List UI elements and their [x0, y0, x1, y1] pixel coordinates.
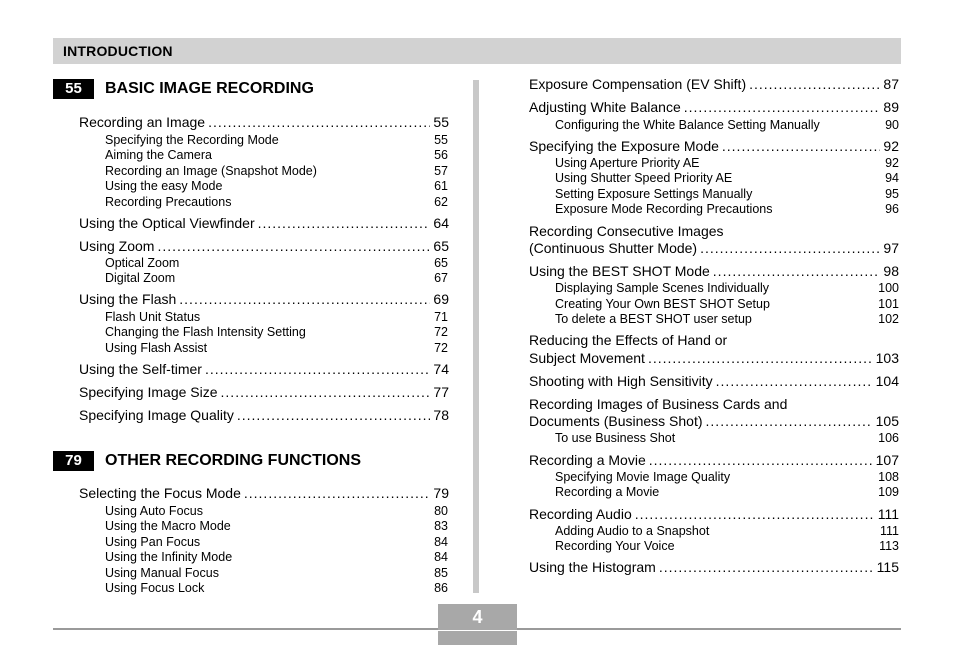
- toc-label: Recording an Image: [79, 114, 206, 130]
- toc-entry[interactable]: [529, 76, 899, 94]
- toc-label: Using the Flash: [79, 291, 177, 307]
- toc-page: 113: [879, 539, 899, 553]
- toc-page: 105: [875, 413, 899, 429]
- toc-subentry[interactable]: [105, 164, 448, 179]
- toc-label: Aiming the Camera: [105, 148, 212, 162]
- toc-subentry[interactable]: [105, 148, 448, 163]
- toc-label: Recording Precautions: [105, 195, 232, 209]
- toc-subentry[interactable]: [105, 195, 448, 210]
- toc-subentry[interactable]: [555, 431, 899, 446]
- toc-page: 55: [434, 133, 448, 147]
- toc-label: Setting Exposure Settings Manually: [555, 187, 753, 201]
- toc-label: Using Shutter Speed Priority AE: [555, 171, 733, 185]
- leader-dots: [157, 238, 430, 254]
- toc-page: 87: [883, 76, 899, 92]
- toc-page: 107: [875, 452, 899, 468]
- toc-page: 74: [433, 361, 449, 377]
- toc-page: 65: [433, 238, 449, 254]
- toc-label: Subject Movement: [529, 350, 645, 366]
- toc-subentry[interactable]: [555, 202, 899, 217]
- toc-label: Documents (Business Shot): [529, 413, 703, 429]
- toc-entry[interactable]: [529, 373, 899, 391]
- toc-page: 64: [433, 215, 449, 231]
- leader-dots: [208, 114, 430, 130]
- toc-page: 109: [878, 485, 899, 499]
- leader-dots: [684, 99, 881, 115]
- toc-page: 101: [878, 297, 899, 311]
- leader-dots: [244, 485, 431, 501]
- leader-dots: [221, 384, 431, 400]
- leader-dots: [635, 506, 875, 522]
- toc-subentry[interactable]: [555, 297, 899, 312]
- toc-label: Configuring the White Balance Setting Manually: [555, 118, 820, 132]
- leader-dots: [205, 361, 430, 377]
- toc-page: 106: [878, 431, 899, 445]
- toc-page: 84: [434, 550, 448, 564]
- toc-label: Digital Zoom: [105, 271, 176, 285]
- toc-subentry[interactable]: [105, 504, 448, 519]
- toc-label: Specifying Image Quality: [79, 407, 234, 423]
- leader-dots: [713, 263, 881, 279]
- toc-page: 111: [879, 524, 899, 538]
- toc-page: 111: [877, 506, 899, 522]
- toc-label: Specifying the Recording Mode: [105, 133, 279, 147]
- toc-page: 97: [883, 240, 899, 256]
- leader-dots: [706, 413, 873, 429]
- toc-entry[interactable]: [79, 114, 449, 132]
- toc-entry[interactable]: [79, 407, 449, 425]
- toc-page: 100: [878, 281, 899, 295]
- toc-page: 72: [434, 325, 448, 339]
- toc-page: 92: [883, 138, 899, 154]
- section-number: 55: [53, 79, 94, 99]
- toc-entry[interactable]: [79, 238, 449, 256]
- toc-entry[interactable]: [529, 240, 899, 258]
- toc-page: 78: [433, 407, 449, 423]
- toc-label: Using the Macro Mode: [105, 519, 231, 533]
- toc-label: Using Manual Focus: [105, 566, 219, 580]
- toc-page: 72: [434, 341, 448, 355]
- toc-subentry[interactable]: [105, 310, 448, 325]
- toc-label: Exposure Compensation (EV Shift): [529, 76, 747, 92]
- toc-label-line: Recording Consecutive Images: [529, 223, 724, 239]
- toc-page: 79: [433, 485, 449, 501]
- column-divider: [473, 80, 479, 593]
- toc-subentry[interactable]: [555, 281, 899, 296]
- toc-label: Recording Audio: [529, 506, 632, 522]
- toc-page: 57: [434, 164, 448, 178]
- toc-page: 98: [883, 263, 899, 279]
- toc-page: 108: [878, 470, 899, 484]
- toc-label: Using Aperture Priority AE: [555, 156, 700, 170]
- toc-label: Using Focus Lock: [105, 581, 205, 595]
- toc-label: Using the BEST SHOT Mode: [529, 263, 710, 279]
- toc-label: Using Pan Focus: [105, 535, 201, 549]
- toc-subentry[interactable]: [105, 179, 448, 194]
- toc-page: 61: [434, 179, 448, 193]
- toc-subentry[interactable]: [555, 485, 899, 500]
- leader-dots: [179, 291, 430, 307]
- toc-entry[interactable]: [529, 138, 899, 156]
- toc-page: 92: [885, 156, 899, 170]
- toc-page: 90: [885, 118, 899, 132]
- toc-subentry[interactable]: [105, 256, 448, 271]
- toc-entry[interactable]: [79, 361, 449, 379]
- toc-label: Using the Histogram: [529, 559, 656, 575]
- toc-label: Changing the Flash Intensity Setting: [105, 325, 306, 339]
- toc-entry[interactable]: [79, 485, 449, 503]
- toc-label: Specifying Image Size: [79, 384, 218, 400]
- toc-label-line: Recording Images of Business Cards and: [529, 396, 788, 412]
- toc-page: 56: [434, 148, 448, 162]
- toc-label: To delete a BEST SHOT user setup: [555, 312, 752, 326]
- toc-label: Using the Optical Viewfinder: [79, 215, 255, 231]
- toc-subentry[interactable]: [105, 133, 448, 148]
- toc-subentry[interactable]: [555, 524, 899, 539]
- toc-entry[interactable]: [529, 263, 899, 281]
- toc-page: 69: [433, 291, 449, 307]
- toc-page: 104: [875, 373, 899, 389]
- toc-entry[interactable]: [529, 559, 899, 577]
- toc-label: Adjusting White Balance: [529, 99, 681, 115]
- toc-page: 84: [434, 535, 448, 549]
- header-bar: [53, 38, 901, 64]
- toc-entry[interactable]: [79, 215, 449, 233]
- toc-subentry[interactable]: [555, 118, 899, 133]
- leader-dots: [237, 407, 431, 423]
- leader-dots: [749, 76, 880, 92]
- toc-page: 62: [434, 195, 448, 209]
- page-number-tab: [438, 631, 517, 645]
- toc-subentry[interactable]: [555, 539, 899, 554]
- section-title: OTHER RECORDING FUNCTIONS: [105, 452, 361, 469]
- toc-label: Optical Zoom: [105, 256, 180, 270]
- toc-page: 89: [883, 99, 899, 115]
- toc-page: 71: [434, 310, 448, 324]
- section-heading: [53, 79, 453, 101]
- toc-page: 65: [434, 256, 448, 270]
- toc-entry[interactable]: [529, 350, 899, 368]
- toc-subentry[interactable]: [105, 535, 448, 550]
- toc-label: Exposure Mode Recording Precautions: [555, 202, 773, 216]
- toc-label: Shooting with High Sensitivity: [529, 373, 713, 389]
- toc-subentry[interactable]: [555, 156, 899, 171]
- toc-label: Flash Unit Status: [105, 310, 201, 324]
- toc-page: 86: [434, 581, 448, 595]
- toc-subentry[interactable]: [555, 312, 899, 327]
- toc-subentry[interactable]: [105, 341, 448, 356]
- section-heading: [53, 451, 453, 473]
- leader-dots: [648, 350, 873, 366]
- toc-label: Using Zoom: [79, 238, 155, 254]
- toc-label: (Continuous Shutter Mode): [529, 240, 698, 256]
- toc-entry[interactable]: [79, 384, 449, 402]
- toc-label: Recording an Image (Snapshot Mode): [105, 164, 317, 178]
- toc-label: Using the Infinity Mode: [105, 550, 233, 564]
- toc-subentry[interactable]: [105, 550, 448, 565]
- toc-label: Using the Self-timer: [79, 361, 202, 377]
- toc-page: 94: [885, 171, 899, 185]
- toc-label: To use Business Shot: [555, 431, 676, 445]
- toc-label: Specifying Movie Image Quality: [555, 470, 731, 484]
- toc-page: 85: [434, 566, 448, 580]
- toc-subentry[interactable]: [105, 566, 448, 581]
- toc-page: 115: [876, 559, 899, 575]
- leader-dots: [716, 373, 873, 389]
- page-number: 4: [438, 604, 517, 630]
- header-title: INTRODUCTION: [63, 43, 173, 59]
- toc-label-line: Reducing the Effects of Hand or: [529, 332, 728, 348]
- toc-page: 95: [885, 187, 899, 201]
- toc-label: Recording a Movie: [555, 485, 660, 499]
- toc-subentry[interactable]: [105, 519, 448, 534]
- toc-page: 103: [875, 350, 899, 366]
- toc-page: 102: [878, 312, 899, 326]
- section-title: BASIC IMAGE RECORDING: [105, 80, 314, 97]
- leader-dots: [659, 559, 874, 575]
- toc-subentry[interactable]: [105, 271, 448, 286]
- toc-subentry[interactable]: [105, 325, 448, 340]
- toc-entry[interactable]: [529, 506, 899, 524]
- toc-label: Displaying Sample Scenes Individually: [555, 281, 770, 295]
- toc-page: 67: [434, 271, 448, 285]
- section-number: 79: [53, 451, 94, 471]
- toc-page: 80: [434, 504, 448, 518]
- toc-entry[interactable]: [529, 413, 899, 431]
- toc-label: Selecting the Focus Mode: [79, 485, 241, 501]
- toc-page: 96: [885, 202, 899, 216]
- toc-subentry[interactable]: [105, 581, 448, 596]
- toc-label: Using the easy Mode: [105, 179, 223, 193]
- toc-subentry[interactable]: [555, 187, 899, 202]
- toc-subentry[interactable]: [555, 470, 899, 485]
- leader-dots: [722, 138, 881, 154]
- toc-label: Using Auto Focus: [105, 504, 203, 518]
- leader-dots: [649, 452, 873, 468]
- toc-page: 83: [434, 519, 448, 533]
- leader-dots: [700, 240, 880, 256]
- toc-label: Recording a Movie: [529, 452, 646, 468]
- toc-label: Recording Your Voice: [555, 539, 675, 553]
- toc-label: Adding Audio to a Snapshot: [555, 524, 710, 538]
- leader-dots: [258, 215, 431, 231]
- toc-subentry[interactable]: [555, 171, 899, 186]
- toc-label: Specifying the Exposure Mode: [529, 138, 719, 154]
- toc-entry[interactable]: [79, 291, 449, 309]
- toc-entry[interactable]: [529, 452, 899, 470]
- toc-page: 55: [433, 114, 449, 130]
- toc-label: Creating Your Own BEST SHOT Setup: [555, 297, 770, 311]
- toc-page: 77: [433, 384, 449, 400]
- toc-label: Using Flash Assist: [105, 341, 208, 355]
- toc-entry[interactable]: [529, 99, 899, 117]
